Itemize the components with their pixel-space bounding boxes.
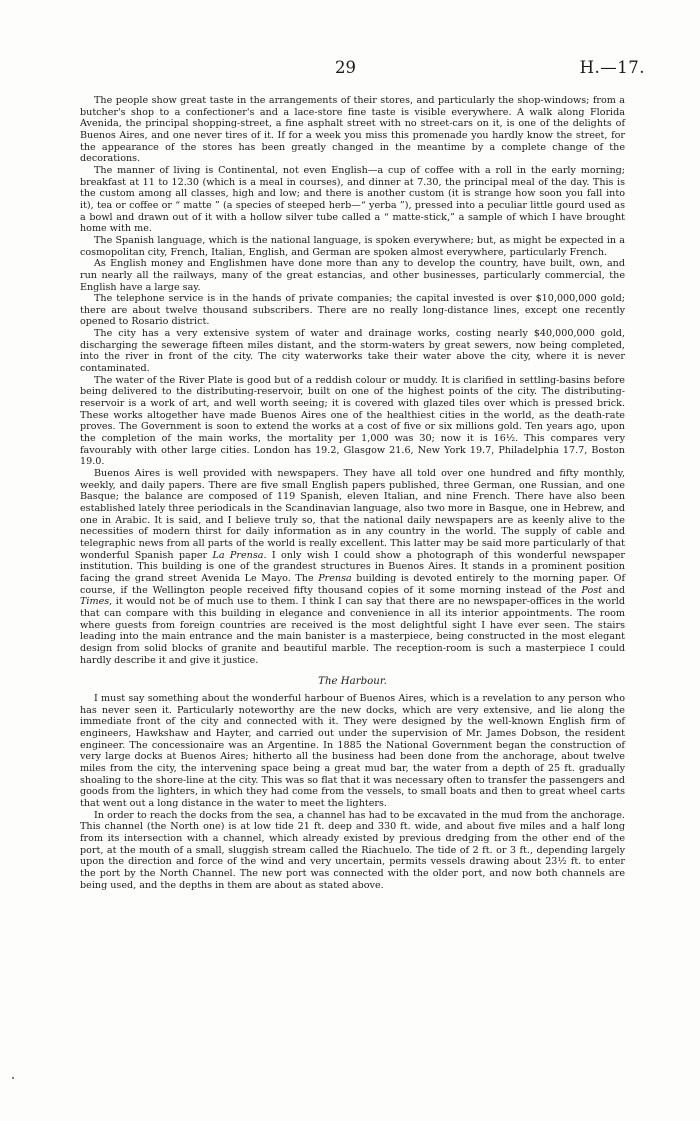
newspapers-text-4: , it would not be of much use to them. I think I can say that there are no newspaper-offices in the world that can compare with this building in elegance and convenience in all its interior appointments. The room where guests from foreign countries are received is the most delightful sight I have ever seen. The stairs leading into the main entrance and the main banister is a masterpiece, being constructed in the most elegant design from solid blocks of granite and beautiful marble. The reception-room is such a masterpiece I could hardly describe it and give it justice. (80, 596, 625, 666)
la-prensa-title: La Prensa (212, 549, 264, 561)
paragraph-water-drainage: The city has a very extensive system of water and drainage works, costing nearly $40,000,000 gold, discharging the sewerage fifteen miles distant, and the storm-waters by great sewers, now being completed, into the river in front of the city. The city waterworks take their water above the city, where it is never contaminated. (80, 328, 625, 375)
document-reference: H.—17. (579, 58, 645, 77)
paragraph-channel: In order to reach the docks from the sea, a channel has had to be excavated in the mud from the anchorage. This channel (the North one) is at low tide 21 ft. deep and 330 ft. wide, and about five miles and a half long from its intersection with a channel, which already existed by previous dredging from the other end of the port, at the mouth of a small, sluggish stream called the Riachuelo. The tide of 2 ft. or 3 ft., depending largely upon the direction and force of the wind and very uncertain, permits vessels drawing about 23½ ft. to enter the port by the North Channel. The new port was connected with the older port, and now both channels are being used, and the depths in them are about as stated above. (80, 809, 625, 891)
paragraph-river-plate: The water of the River Plate is good but of a reddish colour or muddy. It is clarified in settling-basins before being delivered to the distributing-reservoir, built on one of the highest points of the city. The distributing-reservoir is a work of art, and well worth seeing; it is covered with glazed tiles over which is pressed brick. These works altogether have made Buenos Aires one of the healthiest cities in the world, as the death-rate proves. The Government is soon to extend the works at a cost of five or six millions gold. Ten years ago, upon the completion of the main works, the mortality per 1,000 was 30; now it is 16½. This compares very favourably with other large cities. London has 19.2, Glasgow 21.6, New York 19.7, Philadelphia 17.7, Boston 19.0. (80, 374, 625, 468)
newspapers-and: and (602, 584, 625, 596)
paragraph-shop-windows: The people show great taste in the arrangements of their stores, and particularly the shop-windows; from a butcher's shop to a confectioner's and a lace-store fine taste is visible everywhere. A walk along Florida Avenida, the principal shopping-street, a fine asphalt street with no street-cars on it, is one of the delights of Buenos Aires, and one never tires of it. If for a week you miss this promenade you hardly know the street, for the appearance of the stores has been greatly changed in the meantime by a complete change of the decorations. (80, 95, 625, 165)
newspapers-text-3: building is devoted entirely to the morning paper. Of course, if the Wellington people received fifty thousand copies of it some morning instead of the (80, 572, 625, 596)
margin-mark (12, 1077, 14, 1079)
paragraph-newspapers (80, 468, 625, 666)
page-number: 29 (335, 58, 356, 77)
paragraph-harbour: I must say something about the wonderful harbour of Buenos Aires, which is a revelation to any person who has never seen it. Particularly noteworthy are the new docks, which are very extensive, and lie along the immediate front of the city and connected with it. They were designed by the well-known English firm of engineers, Hawkshaw and Hayter, and carried out under the supervision of Mr. James Dobson, the resident engineer. The concessionaire was an Argentine. In 1885 the National Government began the construction of very large docks at Buenos Aires; hitherto all the business had been done from the anchorage, about twelve miles from the city, the intervening space being a great mud bar, the water from a depth of 25 ft. gradually shoaling to the shore-line at the city. This was so flat that it was necessary often to transfer the passengers and goods from the lighters, in which they had come from the vessels, to small boats and then to great wheel carts that went out a long distance in the water to meet the lighters. (80, 693, 625, 810)
paragraph-telephone: The telephone service is in the hands of private companies; the capital invested is over $10,000,000 gold; there are about twelve thousand subscribers. There are no really long-distance lines, except one recently opened to Rosario district. (80, 293, 625, 328)
article-body (80, 95, 625, 891)
prensa-title: Prensa (318, 572, 352, 584)
paragraph-language: The Spanish language, which is the national language, is spoken everywhere; but, as might be expected in a cosmopolitan city, French, Italian, English, and German are spoken almost everywhere, particularly French. (80, 234, 625, 258)
post-title: Post (581, 584, 603, 596)
paragraph-manner-of-living: The manner of living is Continental, not even English—a cup of coffee with a roll in the early morning; breakfast at 11 to 12.30 (which is a meal in courses), and dinner at 7.30, the principal meal of the day. This is the custom among all classes, high and low; and there is another custom (it is strange how soon you fall into it), tea or coffee or “ matte ” (a species of steeped herb—“ yerba ”), pressed into a peculiar little gourd used as a bowl and drawn out of it with a hollow silver tube called a “ matte-stick,” a sample of which I have brought home with me. (80, 164, 625, 235)
page-header (0, 58, 700, 82)
newspapers-text-2: . I only wish I could show a photograph of this wonderful newspaper institution. This building is one of the grandest structures in Buenos Aires. It stands in a prominent position facing the grand street Avenida Le Mayo. The (80, 549, 625, 584)
newspapers-text-1: Buenos Aires is well provided with newspapers. They have all told over one hundred and fifty monthly, weekly, and daily papers. There are five small English papers published, three German, one Russian, and one Basque; the balance are composed of 119 Spanish, eleven Italian, and nine French. There have also been established lately three periodicals in the Scandinavian language, also two more in Basque, one in Hebrew, and one in Arabic. It is said, and I believe truly so, that the national daily newspapers are as keenly alive to the necessities of modern thirst for daily information as in any country in the world. The supply of cable and telegraphic news from all parts of the world is really excellent. This latter may be said more particularly of that wonderful Spanish paper (80, 468, 625, 561)
times-title: Times (80, 596, 110, 608)
paragraph-english-money: As English money and Englishmen have done more than any to develop the country, have built, own, and run nearly all the railways, many of the great estancias, and other businesses, particularly commercial, the English have a large say. (80, 258, 625, 293)
section-heading-harbour: The Harbour. (318, 676, 387, 688)
